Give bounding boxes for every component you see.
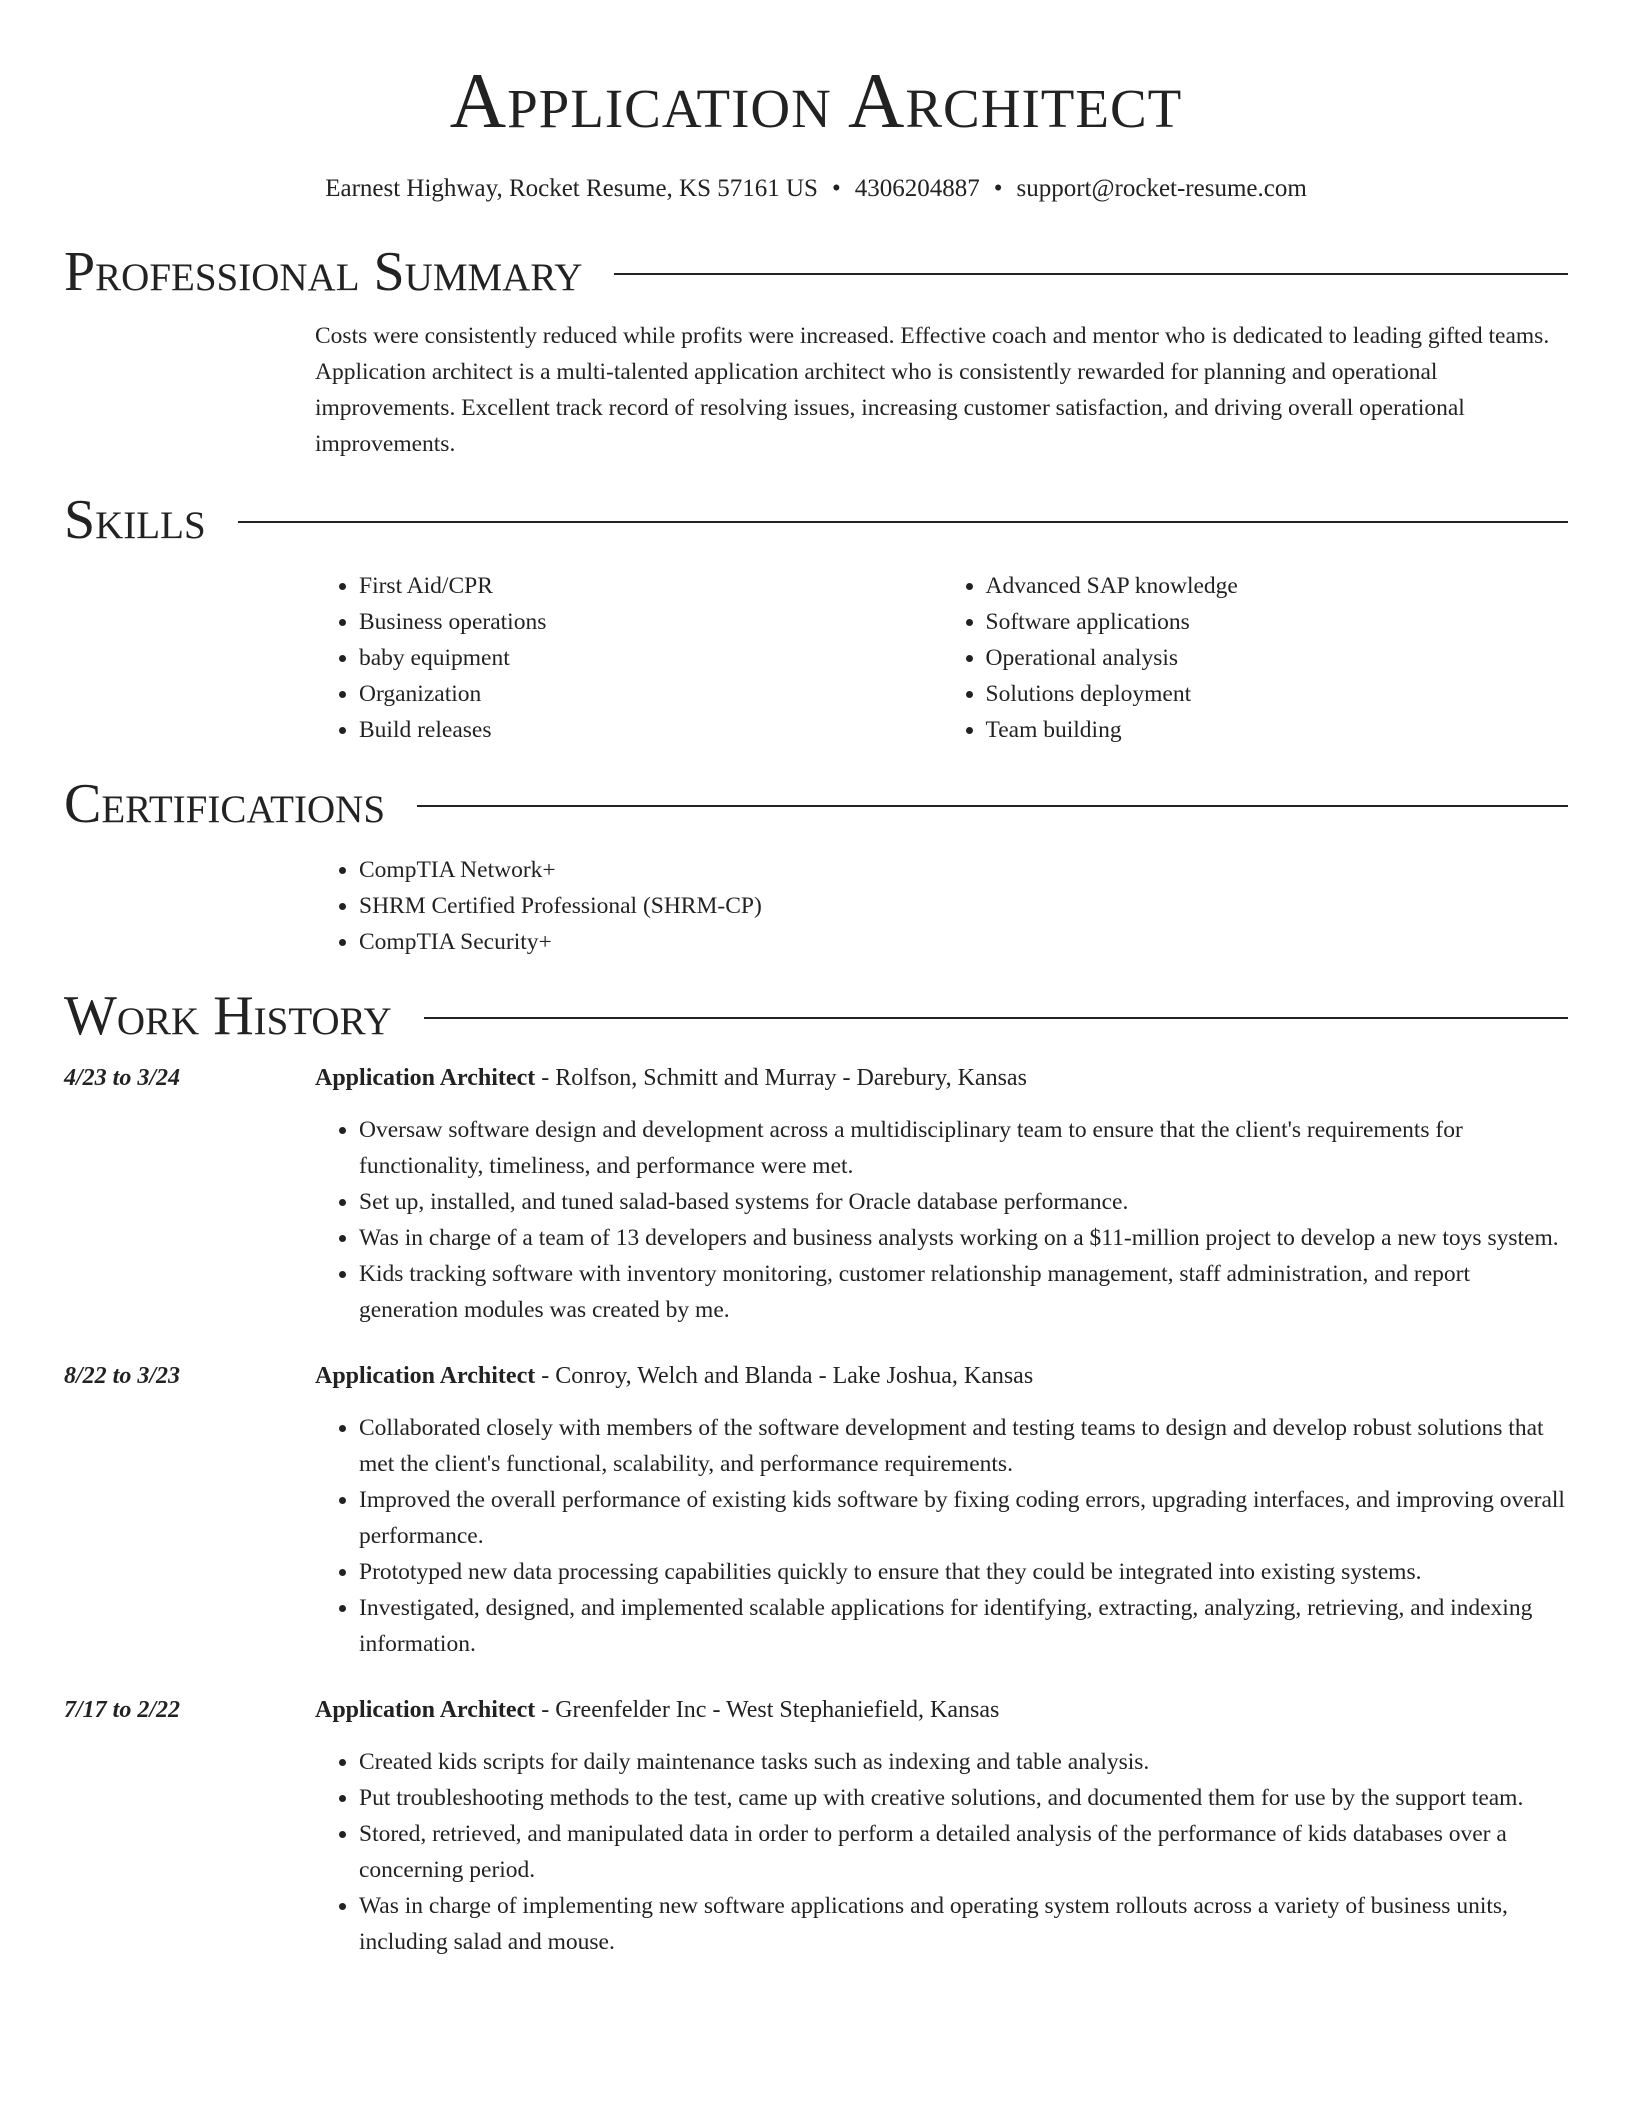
job-dates: 4/23 to 3/24 <box>64 1065 181 1091</box>
skills-column-left <box>315 568 942 748</box>
skill-item: • Solutions deployment <box>986 676 1569 712</box>
summary-text: Costs were consistently reduced while profits were increased. Effective coach and mentor who is dedicated to leading gifted teams. Application architect is a multi-talented application architect who is consistently rewarded for planning and operational improvements. Excellent track record of resolving issues, increasing customer satisfaction, and driving overall operational improvements. <box>315 323 1550 457</box>
job-company: Rolfson, Schmitt and Murray <box>555 1065 837 1091</box>
job-entry <box>64 1692 1568 1960</box>
contact-separator: • <box>831 175 841 202</box>
certifications-items <box>315 852 1568 960</box>
job-bullet: • Set up, installed, and tuned salad-based systems for Oracle database performance. <box>359 1184 1568 1220</box>
job-bullet: • Kids tracking software with inventory monitoring, customer relationship management, staff administration, and report generation modules was created by me. <box>359 1256 1568 1328</box>
skill-item: • Operational analysis <box>986 640 1569 676</box>
skills-list <box>315 568 1568 748</box>
skills-section-header <box>64 489 1568 551</box>
job-location: Lake Joshua, Kansas <box>832 1363 1034 1389</box>
work-section-header <box>64 985 1568 1047</box>
certification-item: • CompTIA Security+ <box>359 924 1568 960</box>
contact-line <box>64 174 1568 204</box>
certification-item: • CompTIA Network+ <box>359 852 1568 888</box>
skill-item: • Team building <box>986 712 1569 748</box>
job-dates: 7/17 to 2/22 <box>64 1697 181 1723</box>
certifications-section-title: Certifications <box>64 773 386 835</box>
job-title: Application Architect <box>315 1363 536 1389</box>
job-title: Application Architect <box>315 1697 536 1723</box>
job-company: Conroy, Welch and Blanda <box>555 1363 813 1389</box>
section-divider <box>238 521 1568 523</box>
job-bullets <box>315 1112 1568 1328</box>
job-heading: Application Architect - Conroy, Welch and Blanda - Lake Joshua, Kansas <box>315 1363 1034 1389</box>
skill-item: • Build releases <box>359 712 942 748</box>
contact-address: Earnest Highway, Rocket Resume, KS 57161 US <box>325 175 818 202</box>
section-divider <box>417 805 1568 807</box>
job-bullet: • Created kids scripts for daily maintenance tasks such as indexing and table analysis. <box>359 1744 1568 1780</box>
job-bullet: • Investigated, designed, and implemented scalable applications for identifying, extracting, analyzing, retrieving, and indexing information. <box>359 1590 1568 1662</box>
contact-email: support@rocket-resume.com <box>1016 175 1307 202</box>
skills-section-title: Skills <box>64 489 206 551</box>
job-bullets <box>315 1410 1568 1662</box>
job-title: Application Architect <box>315 1065 536 1091</box>
contact-separator: • <box>993 175 1003 202</box>
job-bullet: • Prototyped new data processing capabilities quickly to ensure that they could be integrated into existing systems. <box>359 1554 1568 1590</box>
summary-section-title: Professional Summary <box>64 241 583 303</box>
skill-item: • Advanced SAP knowledge <box>986 568 1569 604</box>
job-bullet: • Collaborated closely with members of the software development and testing teams to design and develop robust solutions that met the client's functional, scalability, and performance requirements. <box>359 1410 1568 1482</box>
job-details <box>315 1358 1568 1662</box>
job-bullet: • Was in charge of a team of 13 developers and business analysts working on a $11-million project to develop a new toys system. <box>359 1220 1568 1256</box>
job-bullet: • Oversaw software design and development across a multidisciplinary team to ensure that the client's requirements for functionality, timeliness, and performance were met. <box>359 1112 1568 1184</box>
job-bullet: • Stored, retrieved, and manipulated data in order to perform a detailed analysis of the performance of kids databases over a concerning period. <box>359 1816 1568 1888</box>
skill-item: • baby equipment <box>359 640 942 676</box>
job-details <box>315 1060 1568 1328</box>
job-details <box>315 1692 1568 1960</box>
skills-column-right <box>942 568 1569 748</box>
job-entry <box>64 1060 1568 1328</box>
job-company: Greenfelder Inc <box>555 1697 707 1723</box>
skill-item: • Software applications <box>986 604 1569 640</box>
job-location: Darebury, Kansas <box>856 1065 1027 1091</box>
skill-item: • Organization <box>359 676 942 712</box>
contact-phone: 4306204887 <box>854 175 980 202</box>
job-dates: 8/22 to 3/23 <box>64 1363 181 1389</box>
job-bullet: • Put troubleshooting methods to the test, came up with creative solutions, and documented them for use by the support team. <box>359 1780 1568 1816</box>
skill-item: • Business operations <box>359 604 942 640</box>
certification-item: • SHRM Certified Professional (SHRM-CP) <box>359 888 1568 924</box>
skill-item: • First Aid/CPR <box>359 568 942 604</box>
job-bullet: • Was in charge of implementing new software applications and operating system rollouts across a variety of business units, including salad and mouse. <box>359 1888 1568 1960</box>
job-location: West Stephaniefield, Kansas <box>726 1697 1000 1723</box>
section-divider <box>614 273 1568 275</box>
summary-section-header <box>64 241 1568 303</box>
job-entry <box>64 1358 1568 1662</box>
job-heading: Application Architect - Rolfson, Schmitt and Murray - Darebury, Kansas <box>315 1065 1027 1091</box>
job-bullets <box>315 1744 1568 1960</box>
job-bullet: • Improved the overall performance of existing kids software by fixing coding errors, upgrading interfaces, and improving overall performance. <box>359 1482 1568 1554</box>
work-section-title: Work History <box>64 985 392 1047</box>
section-divider <box>424 1017 1568 1019</box>
certifications-list <box>315 852 1568 960</box>
resume-name: Application Architect <box>449 57 1183 144</box>
job-heading: Application Architect - Greenfelder Inc - West Stephaniefield, Kansas <box>315 1697 1000 1723</box>
certifications-section-header <box>64 773 1568 835</box>
